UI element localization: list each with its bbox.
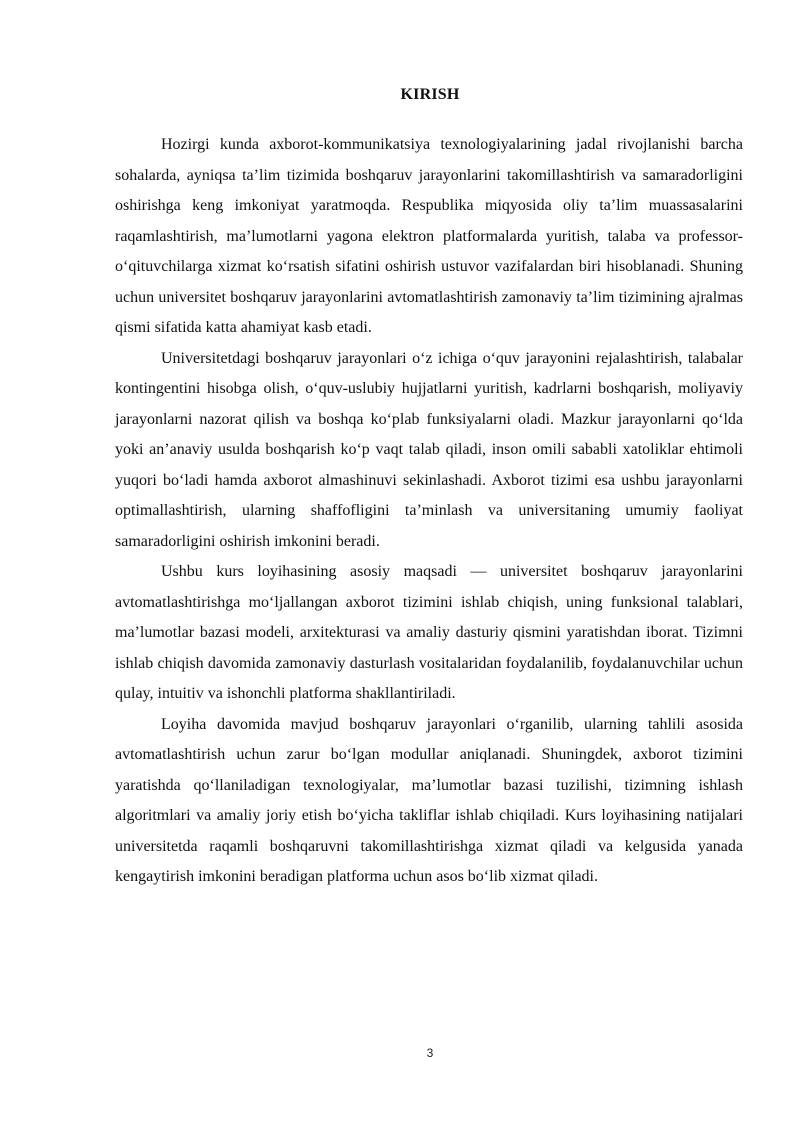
paragraph-1: Hozirgi kunda axborot-kommunikatsiya texnologiyalarining jadal rivojlanishi barcha sohalarda, ayniqsa ta’lim tizimida boshqaruv jarayonlarini takomillashtirish va samaradorligini oshirishga keng imkoniyat yaratmoqda. Respublika miqyosida oliy ta’lim muassasalarini raqamlashtirish, ma’lumotlarni yagona elektron platformalarda yuritish, talaba va professor-o‘qituvchilarga xizmat ko‘rsatish sifatini oshirish ustuvor vazifalardan biri hisoblanadi. Shuning uchun universitet boshqaruv jarayonlarini avtomatlashtirish zamonaviy ta’lim tizimining ajralmas qismi sifatida katta ahamiyat kasb etadi.	[115, 136, 743, 336]
paragraph-4: Loyiha davomida mavjud boshqaruv jarayonlari o‘rganilib, ularning tahlili asosida avtomatlashtirish uchun zarur bo‘lgan modullar aniqlanadi. Shuningdek, axborot tizimini yaratishda qo‘llaniladigan texnologiyalar, ma’lumotlar bazasi tuzilishi, tizimning ishlash algoritmlari va amaliy joriy etish bo‘yicha takliflar ishlab chiqiladi. Kurs loyihasining natijalari universitetda raqamli boshqaruvni takomillashtirishga xizmat qiladi va kelgusida yanada kengaytirish imkonini beradigan platforma uchun asos bo‘lib xizmat qiladi.	[115, 715, 743, 885]
section-heading: KIRISH	[400, 86, 460, 103]
body-text	[115, 130, 743, 893]
paragraph-2: Universitetdagi boshqaruv jarayonlari o‘z ichiga o‘quv jarayonini rejalashtirish, talabalar kontingentini hisobga olish, o‘quv-uslubiy hujjatlarni yuritish, kadrlarni boshqarish, moliyaviy jarayonlarni nazorat qilish va boshqa ko‘plab funksiyalarni oladi. Mazkur jarayonlarni qo‘lda yoki an’anaviy usulda boshqarish ko‘p vaqt talab qiladi, inson omili sababli xatoliklar ehtimoli yuqori bo‘ladi hamda axborot almashinuvi sekinlashadi. Axborot tizimi esa ushbu jarayonlarni optimallashtirish, ularning shaffofligini ta’minlash va universitaning umumiy faoliyat samaradorligini oshirish imkonini beradi.	[115, 349, 743, 550]
paragraph-3: Ushbu kurs loyihasining asosiy maqsadi — universitet boshqaruv jarayonlarini avtomatlashtirishga mo‘ljallangan axborot tizimini ishlab chiqish, uning funksional talablari, ma’lumotlar bazasi modeli, arxitekturasi va amaliy dasturiy qismini yaratishdan iborat. Tizimni ishlab chiqish davomida zamonaviy dasturlash vositalaridan foydalanilib, foydalanuvchilar uchun qulay, intuitiv va ishonchli platforma shakllantiriladi.	[115, 563, 743, 702]
page-number: 3	[426, 1046, 434, 1060]
